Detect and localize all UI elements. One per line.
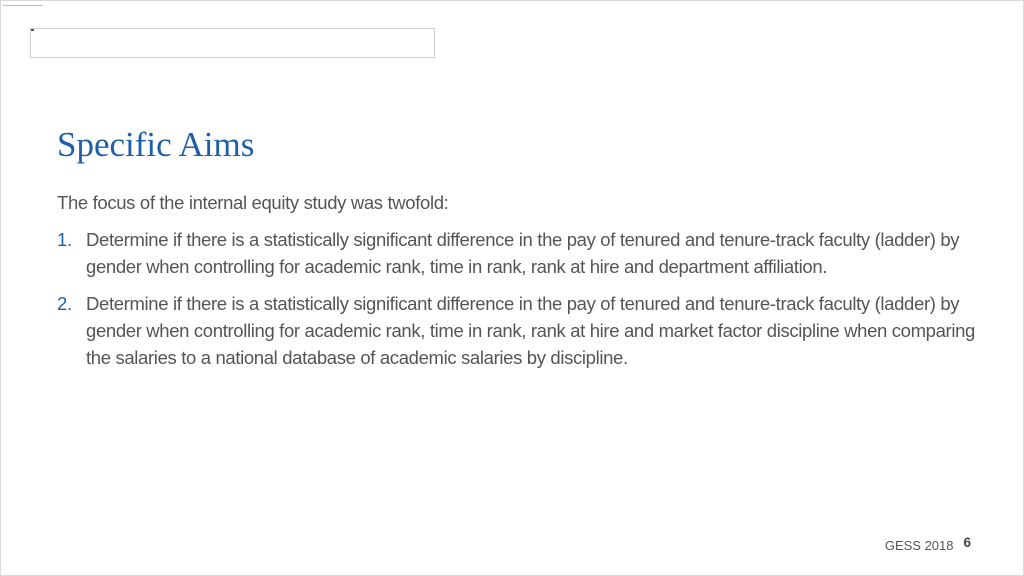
page-number: 6 [963, 535, 971, 550]
aim-item-2 [57, 290, 977, 371]
intro-text: The focus of the internal equity study was twofold: [57, 192, 449, 213]
aim-item-1 [57, 226, 977, 280]
header-placeholder-box [30, 28, 435, 58]
aim-text: Determine if there is a statistically significant difference in the pay of tenured and tenure-track faculty (ladder) by gender when controlling for academic rank, time in rank, rank at hire and department affiliation. [86, 229, 960, 277]
slide-content [57, 189, 977, 381]
placeholder-cursor-mark [31, 29, 34, 31]
corner-mark [3, 2, 43, 6]
footer-label: GESS 2018 [884, 538, 954, 553]
slide-footer [884, 535, 971, 553]
slide-title: Specific Aims [57, 125, 255, 164]
aim-number: 2. [57, 293, 72, 314]
aims-list [57, 226, 977, 371]
aim-text: Determine if there is a statistically significant difference in the pay of tenured and tenure-track faculty (ladder) by gender when controlling for academic rank, time in rank, rank at hire and market factor discipline when comparing the salaries to a national database of academic salaries by discipline. [86, 293, 975, 368]
aim-number: 1. [57, 229, 72, 250]
